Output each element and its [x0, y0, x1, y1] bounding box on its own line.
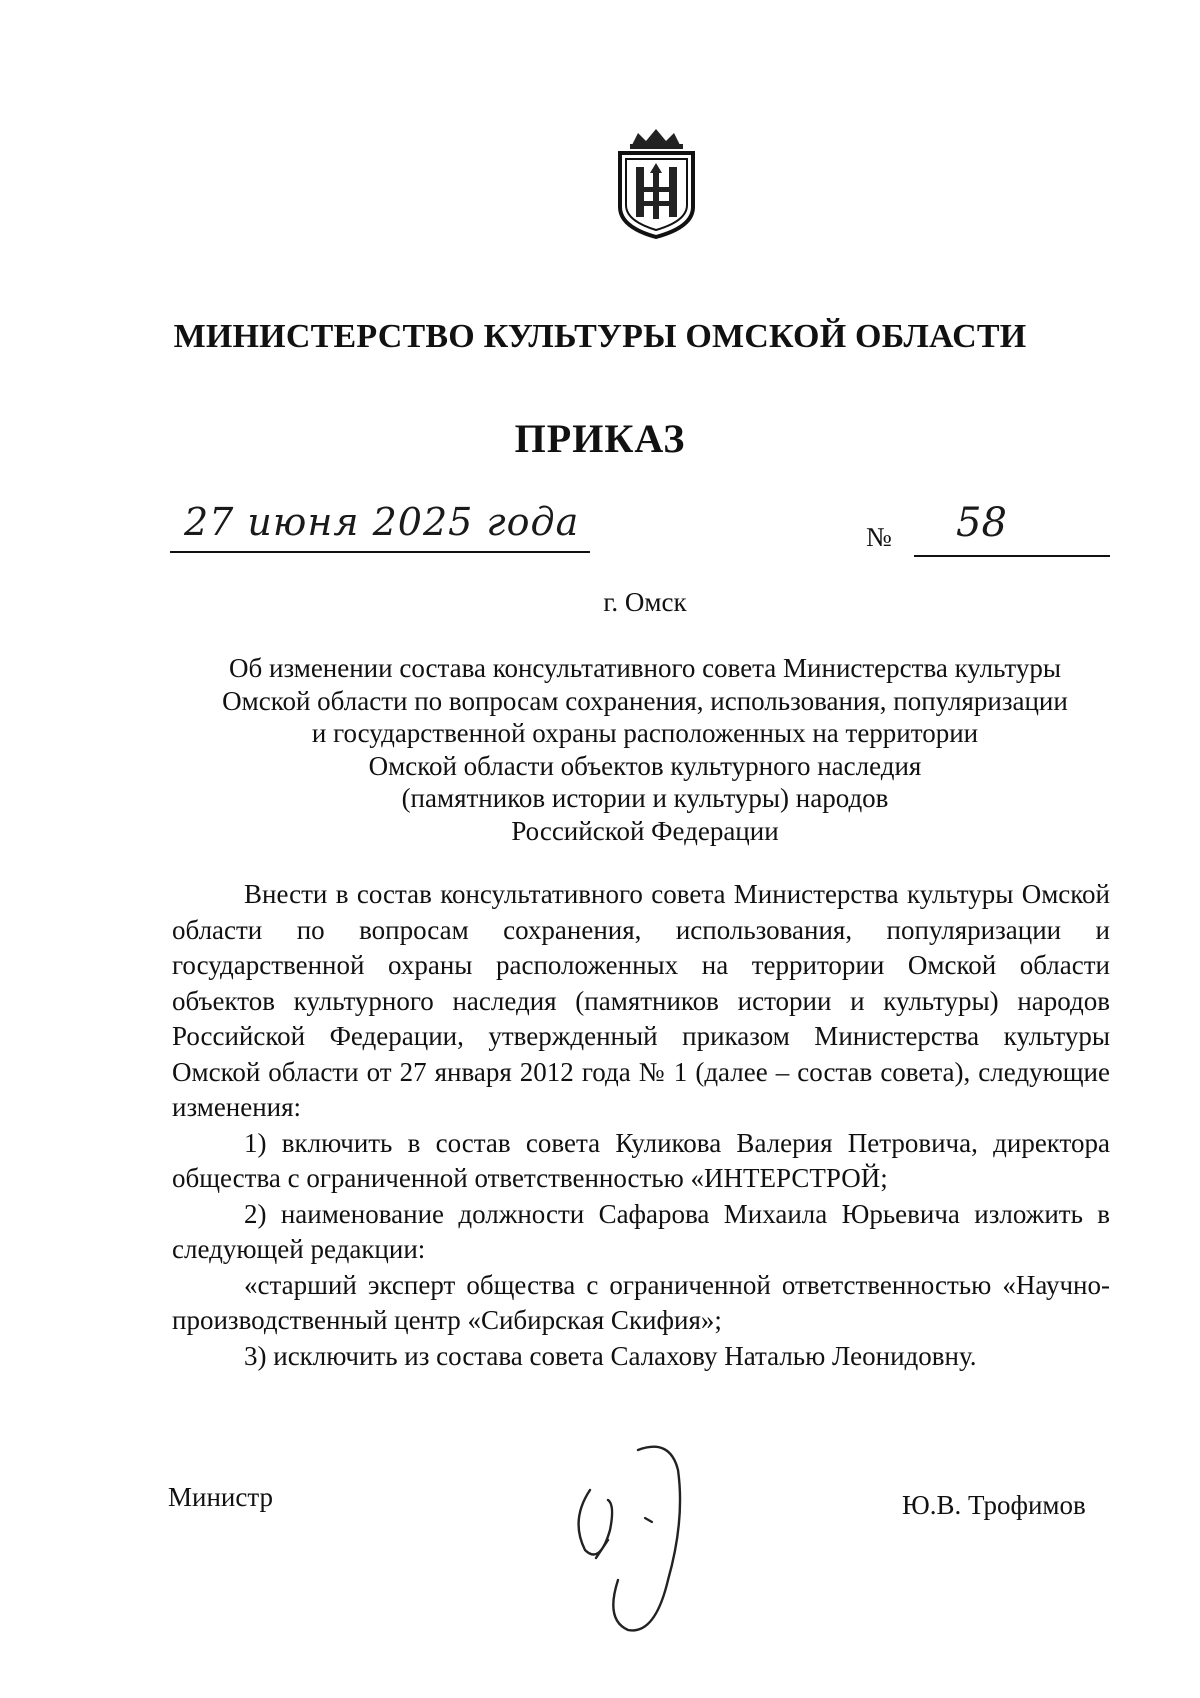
body-item-2: 2) наименование должности Сафарова Михаила Юрьевича изложить в следующей редакции: [172, 1198, 1110, 1264]
handwritten-signature [560, 1430, 710, 1660]
ministry-name: МИНИСТЕРСТВО КУЛЬТУРЫ ОМСКОЙ ОБЛАСТИ [173, 318, 1027, 355]
signatory-position: Министр [168, 1482, 273, 1512]
date-underline [170, 551, 590, 553]
title-line: Омской области по вопросам сохранения, использования, популяризации [222, 685, 1068, 716]
order-title [150, 652, 1140, 847]
handwritten-date: 27 июня 2025 года [184, 500, 580, 544]
title-line: Об изменении состава консультативного совета Министерства культуры [229, 653, 1061, 683]
signatory-name: Ю.В. Трофимов [902, 1490, 1086, 1520]
body-intro: Внести в состав консультативного совета Министерства культуры Омской области по вопросам сохранения, использования, популяризации и государственной охраны расположенных на территории Омской области объектов культурного наследия (памятников истории и культуры) народов Российской Федерации, утвержденный приказом Министерства культуры Омской области от 27 января 2012 года № 1 (далее – состав совета), следующие изменения: [172, 879, 1110, 1122]
body-item-1: 1) включить в состав совета Куликова Валерия Петровича, директора общества с ограниченной ответственностью «ИНТЕРСТРОЙ; [172, 1127, 1110, 1193]
city: г. Омск [603, 587, 687, 617]
body-quote: «старший эксперт общества с ограниченной ответственностью «Научно-производственный центр «Сибирская Скифия»; [172, 1269, 1110, 1335]
title-line: Российской Федерации [511, 815, 779, 846]
body-item-3: 3) исключить из состава совета Салахову Наталью Леонидовну. [244, 1340, 977, 1371]
number-label: № [866, 522, 892, 552]
title-line: и государственной охраны расположенных на территории [311, 718, 979, 748]
number-underline [914, 555, 1110, 557]
order-body [172, 877, 1110, 1374]
title-line: Омской области объектов культурного наследия [368, 750, 922, 781]
title-line: (памятников истории и культуры) народов [401, 783, 889, 813]
handwritten-number: 58 [956, 500, 1007, 546]
document-type: ПРИКАЗ [514, 416, 686, 461]
omsk-coat-of-arms-icon [614, 127, 699, 239]
